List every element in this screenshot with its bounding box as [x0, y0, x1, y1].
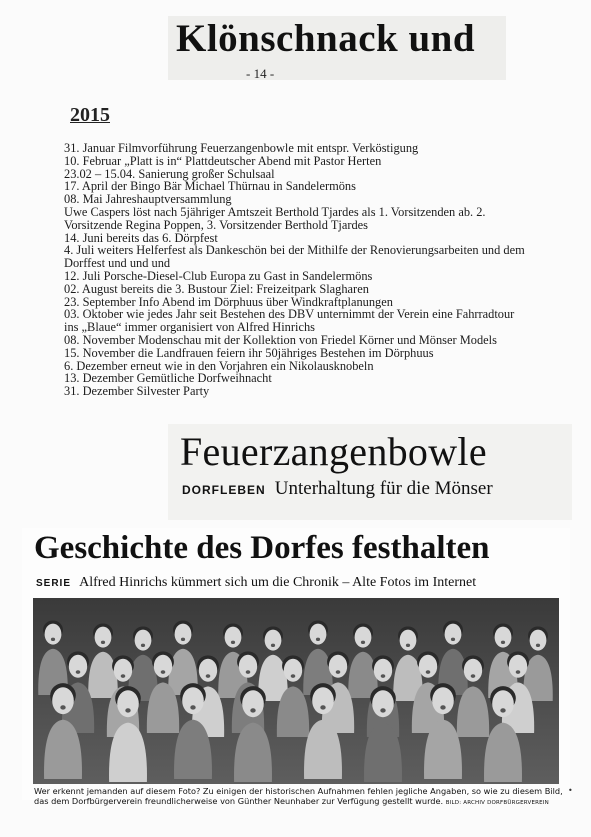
chronik-subline: [36, 571, 476, 591]
event-line: 4. Juli weiters Helferfest als Dankeschön bei der Mithilfe der Renovierungsarbeiten und dem: [64, 243, 525, 258]
scan-mark: •: [568, 786, 573, 795]
photo-caption: [34, 786, 564, 808]
photo-credit: BILD: ARCHIV DORFBÜRGERVEREIN: [445, 800, 549, 806]
feuerzangenbowle-headline: Feuerzangenbowle: [180, 429, 487, 474]
feuerzangenbowle-subline: [182, 478, 493, 500]
event-line: 31. Januar Filmvorführung Feuerzangenbowle mit entspr. Verköstigung: [64, 141, 419, 155]
year-heading: 2015: [70, 104, 110, 126]
event-line: 6. Dezember erneut wie in den Vorjahren ein Nikolausknobeln: [64, 358, 374, 373]
event-line: 31. Dezember Silvester Party: [64, 384, 210, 399]
event-line: 08. November Modenschau mit der Kollektion von Friedel Körner und Mönser Models: [64, 332, 497, 347]
event-line: Uwe Caspers löst nach 5jähriger Amtszeit Berthold Tjardes als 1. Vorsitzenden ab. 2.: [64, 204, 486, 219]
caption-text: Wer erkennt jemanden auf diesem Foto? Zu einigen der historischen Aufnahmen fehlen jegliche Angaben, so wie zu diesem Bild, das dem Dorfbürgerverein freundlicherweise von Günther Neunhaber zur Verfügung gestellt wurde.: [34, 786, 563, 806]
event-line: 23.02 – 15.04. Sanierung großer Schulsaal: [64, 166, 275, 181]
event-line: Dorffest und und und: [64, 256, 171, 271]
subline-text: Alfred Hinrichs kümmert sich um die Chronik – Alte Fotos im Internet: [79, 575, 477, 590]
event-line: ins „Blaue“ immer organisiert von Alfred Hinrichs: [64, 320, 315, 335]
event-line: 08. Mai Jahreshauptversammlung: [64, 192, 232, 207]
event-line: 03. Oktober wie jedes Jahr seit Bestehen des DBV unternimmt der Verein eine Fahrradtour: [64, 307, 515, 322]
event-line: 14. Juni bereits das 6. Dörpfest: [64, 230, 218, 245]
event-list: [64, 142, 540, 398]
event-line: 02. August bereits die 3. Bustour Ziel: Freizeitpark Slagharen: [64, 281, 369, 296]
event-line: 15. November die Landfrauen feiern ihr 50jähriges Bestehen im Dörphuus: [64, 345, 434, 360]
children-choir-photo: [33, 598, 559, 784]
event-line: 10. Februar „Platt is in“ Plattdeutscher Abend mit Pastor Herten: [64, 153, 382, 168]
event-line: 23. September Info Abend im Dörphuus über Windkraftplanungen: [64, 294, 393, 309]
event-line: 12. Juli Porsche-Diesel-Club Europa zu Gast in Sandelermöns: [64, 268, 373, 283]
series-kicker: SERIE: [36, 578, 72, 589]
event-line: Vorsitzende Regina Poppen, 3. Vorsitzender Berthold Tjardes: [64, 217, 368, 232]
section-kicker: DORFLEBEN: [182, 483, 266, 497]
page-title: Klönschnack und: [176, 17, 476, 60]
page-number: - 14 -: [246, 66, 275, 81]
chronik-headline: Geschichte des Dorfes festhalten: [34, 530, 490, 566]
event-line: 13. Dezember Gemütliche Dorfweihnacht: [64, 371, 272, 386]
event-line: 17. April der Bingo Bär Michael Thürnau in Sandelermöns: [64, 179, 356, 194]
subline-text: Unterhaltung für die Mönser: [274, 478, 493, 499]
